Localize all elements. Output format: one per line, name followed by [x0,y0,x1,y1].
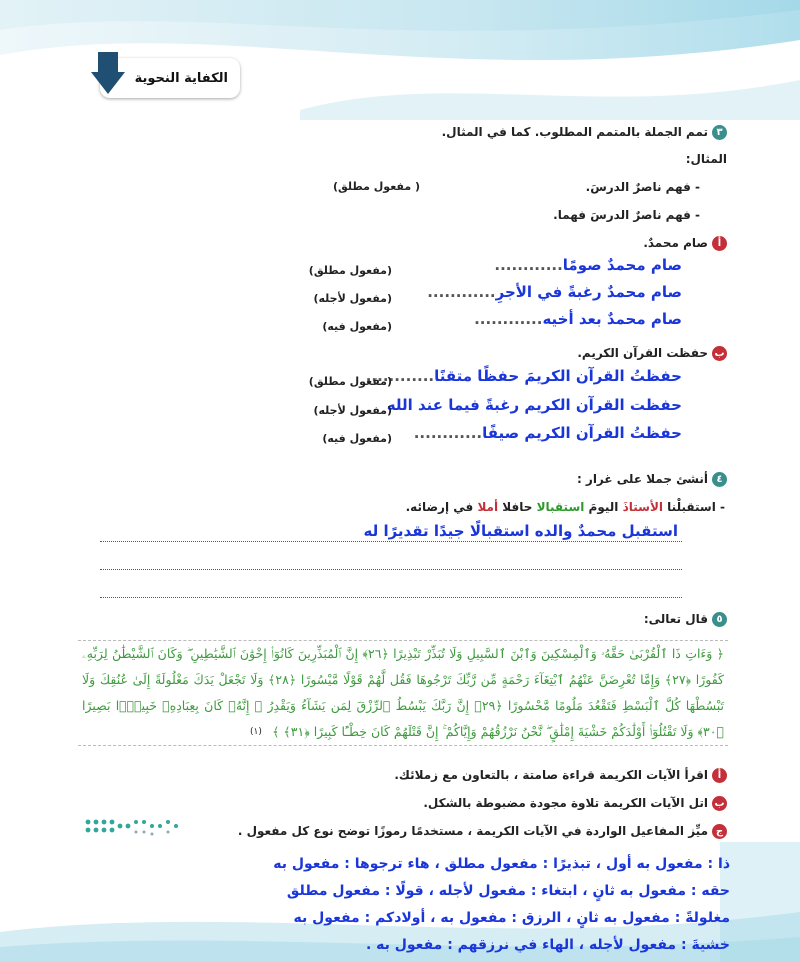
q3-a-answer-1: صام محمدٌ صومًا............ [494,256,682,274]
q3-a-sentence: أصام محمدٌ. [643,236,727,251]
q3-a-answer-2: صام محمدٌ رغبةً في الأجرِ............ [427,283,682,301]
q4-answer: استقبل محمدٌ والده استقبالًا جيدًا تقديرًا له [363,522,678,540]
example-line2: - فهم ناصرٌ الدرسَ فهما. [553,208,700,222]
q3-b-tag-1: (مفعول مطلق) [308,375,392,388]
q4-instruction: ٤أنشئ جملا على غرار : [577,472,727,487]
q3-b-answer-1: حفظتُ القرآن الكريمَ حفظًا متقنًا............ [365,367,682,385]
q5-answer-3: مغلولةً : مفعول به ثانٍ ، الرزق : مفعول به ، أولادكم : مفعول به [293,910,730,926]
example-label: المثال: [685,152,727,166]
q5-number: ٥ [712,612,727,627]
q3-a-tag-2: (مفعول لأجله) [313,292,392,305]
q5-task-c: جميِّز المفاعيل الواردة في الآيات الكريمة ، مستخدمًا رموزًا توضح نوع كل مفعول . [238,824,727,839]
q3-b-answer-3: حفظتُ القرآن الكريم صيفًا............ [413,424,682,442]
example-line1: - فهم ناصرٌ الدرسَ. [585,180,700,194]
q3-a-tag-1: (مفعول مطلق) [308,264,392,277]
answer-line-1 [100,541,682,542]
ministry-logo-icon [82,812,182,840]
q3-number: ٣ [712,125,727,140]
section-title-tab [100,58,240,98]
example-tag1: ( مفعول مطلق) [332,180,420,193]
q3-instruction: ٣تمم الجملة بالمتمم المطلوب. كما في المثال. [442,125,727,140]
q5-answer-1: ذا : مفعول به أول ، تبذيرًا : مفعول مطلق ، هاء ترجوها : مفعول به [273,856,730,872]
answer-line-3 [100,597,682,598]
q3-a-tag-3: (مفعول فيه) [322,320,392,333]
footnote-marker: (١) [250,727,262,737]
q3-b-sentence: بحفظت القرآن الكريم. [577,346,727,361]
q5-answer-4: خشيةَ : مفعول لأجله ، الهاء في نرزقهم : مفعول به . [365,937,730,953]
q3-b-answer-2: حفظت القرآن الكريم رغبةً فيما عند الله [386,396,682,414]
down-arrow-icon [90,50,126,96]
q5-title: ٥قال تعالى: [644,612,727,627]
answer-line-2 [100,569,682,570]
q3-b-label: ب [712,346,727,361]
q3-b-tag-2: (مفعول لأجله) [313,404,392,417]
q4-pattern: - استقبلْنا الأستاذَ اليومَ استقبالا حافلا أملا في إرضائه. [405,500,725,514]
q3-a-label: أ [712,236,727,251]
q5-task-b: باتل الآيات الكريمة تلاوة مجودة مضبوطة بالشكل. [423,796,727,811]
q3-b-tag-3: (مفعول فيه) [322,432,392,445]
q3-a-answer-3: صام محمدٌ بعد أخيه............ [474,310,682,328]
q4-number: ٤ [712,472,727,487]
section-title: الكفاية النحوية [134,70,228,86]
q5-answer-2: حقه : مفعول به ثانٍ ، ابتغاء : مفعول لأجله ، قولًا : مفعول مطلق [286,883,730,899]
quran-verses: ﴿ وَءَاتِ ذَا ٱلْقُرْبَىٰ حَقَّهُۥ وَٱلْمِسْكِينَ وَٱبْنَ ٱلسَّبِيلِ وَلَا تُبَذِّرْ تَبْذِيرًا ﴿٢٦﴾ إِنَّ ٱلْمُبَذِّرِينَ كَانُوٓا۟ إِخْوَٰنَ ٱلشَّيَٰطِينِ ۖ وَكَانَ ٱلشَّيْطَٰنُ لِرَبِّهِۦ كَفُورًا ﴿٢٧﴾ وَإِمَّا تُعْرِضَنَّ عَنْهُمُ ٱبْتِغَآءَ رَحْمَةٍ مِّن رَّبِّكَ تَرْجُوهَا فَقُل لَّهُمْ قَوْلًا مَّيْسُورًا ﴿٢٨﴾ وَلَا تَجْعَلْ يَدَكَ مَغْلُولَةً إِلَىٰ عُنُقِكَ وَلَا تَبْسُطْهَا كُلَّ ٱلْبَسْطِ فَتَقْعُدَ مَلُومًا مَّحْسُورًا ﴿٢٩﴾ إِنَّ رَبَّكَ يَبْسُطُ ٱلرِّزْقَ لِمَن يَشَآءُ وَيَقْدِرُ ۚ إِنَّهُۥ كَانَ بِعِبَادِهِۦ خَبِيرًۢا بَصِيرًا ﴿٣٠﴾ وَلَا تَقْتُلُوٓا۟ أَوْلَٰدَكُمْ خَشْيَةَ إِمْلَٰقٍ ۖ نَّحْنُ نَرْزُقُهُمْ وَإِيَّاكُمْ ۚ إِنَّ قَتْلَهُمْ كَانَ خِطْـًٔا كَبِيرًا ﴿٣١﴾ ﴾ [78,640,728,746]
q5-task-a: أاقرأ الآيات الكريمة قراءة صامتة ، بالتعاون مع زملائك. [394,768,727,783]
